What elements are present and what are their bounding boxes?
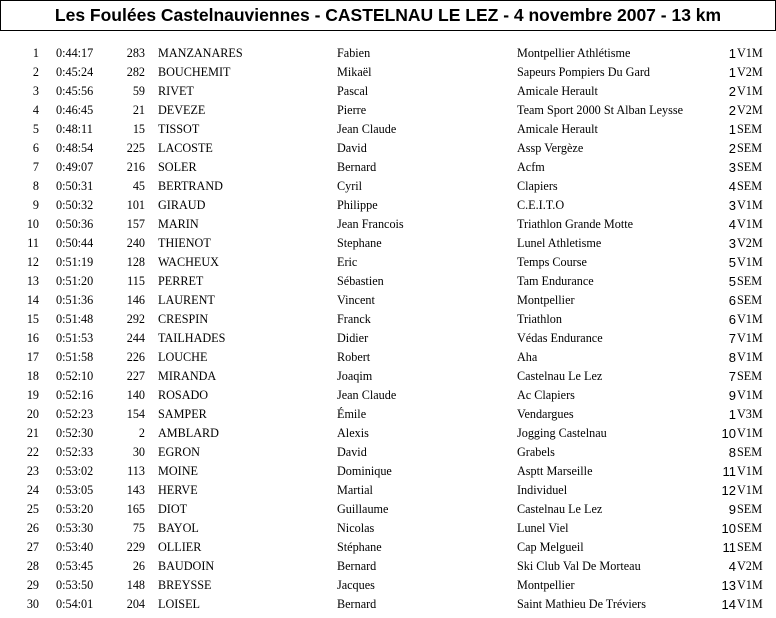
- bib-cell: 240: [126, 236, 145, 250]
- rank-cell: 9: [32, 198, 39, 212]
- bib-cell: 45: [132, 179, 145, 193]
- surname-cell: EGRON: [158, 445, 200, 459]
- firstname-cell: Émile: [337, 407, 367, 421]
- firstname-cell: Franck: [337, 312, 371, 326]
- table-row: [0, 272, 776, 291]
- firstname-cell: Jean Claude: [337, 388, 397, 402]
- bib-cell: 148: [126, 578, 145, 592]
- category-rank-cell: 1: [728, 65, 736, 80]
- time-cell: 0:51:36: [56, 293, 94, 307]
- bib-cell: 30: [132, 445, 145, 459]
- firstname-cell: Alexis: [337, 426, 369, 440]
- time-cell: 0:51:19: [56, 255, 94, 269]
- time-cell: 0:45:56: [56, 84, 94, 98]
- category-cell: V1M: [737, 597, 763, 611]
- time-cell: 0:53:45: [56, 559, 94, 573]
- bib-cell: 157: [126, 217, 145, 231]
- category-rank-cell: 4: [728, 559, 736, 574]
- club-cell: Castelnau Le Lez: [517, 502, 603, 516]
- club-cell: Saint Mathieu De Tréviers: [517, 597, 646, 611]
- category-cell: V1M: [737, 46, 763, 60]
- surname-cell: PERRET: [158, 274, 204, 288]
- club-cell: Team Sport 2000 St Alban Leysse: [517, 103, 684, 117]
- surname-cell: LAURENT: [158, 293, 215, 307]
- club-cell: Cap Melgueil: [517, 540, 584, 554]
- surname-cell: BAYOL: [158, 521, 199, 535]
- surname-cell: BOUCHEMIT: [158, 65, 231, 79]
- page-title: Les Foulées Castelnauviennes - CASTELNAU LE LEZ - 4 novembre 2007 - 13 km: [54, 5, 722, 25]
- rank-cell: 18: [26, 369, 39, 383]
- rank-cell: 26: [26, 521, 39, 535]
- bib-cell: 154: [126, 407, 145, 421]
- club-cell: Montpellier: [517, 578, 575, 592]
- surname-cell: MOINE: [158, 464, 198, 478]
- time-cell: 0:44:17: [56, 46, 94, 60]
- category-cell: SEM: [737, 160, 763, 174]
- page-title-box: [0, 0, 776, 31]
- time-cell: 0:51:58: [56, 350, 94, 364]
- club-cell: Triathlon: [517, 312, 562, 326]
- firstname-cell: Stephane: [337, 236, 382, 250]
- category-cell: SEM: [737, 369, 763, 383]
- table-row: [0, 424, 776, 443]
- rank-cell: 20: [26, 407, 39, 421]
- firstname-cell: Jean Claude: [337, 122, 397, 136]
- firstname-cell: Sébastien: [337, 274, 384, 288]
- category-cell: SEM: [737, 445, 763, 459]
- time-cell: 0:53:30: [56, 521, 94, 535]
- firstname-cell: Cyril: [337, 179, 363, 193]
- category-cell: SEM: [737, 179, 763, 193]
- bib-cell: 59: [132, 84, 145, 98]
- time-cell: 0:49:07: [56, 160, 94, 174]
- rank-cell: 8: [32, 179, 39, 193]
- rank-cell: 3: [32, 84, 39, 98]
- firstname-cell: Fabien: [337, 46, 371, 60]
- club-cell: Asptt Marseille: [517, 464, 593, 478]
- bib-cell: 115: [127, 274, 145, 288]
- bib-cell: 229: [126, 540, 145, 554]
- rank-cell: 15: [26, 312, 39, 326]
- time-cell: 0:52:10: [56, 369, 94, 383]
- firstname-cell: Joaqim: [337, 369, 373, 383]
- firstname-cell: Bernard: [337, 559, 377, 573]
- firstname-cell: Jacques: [337, 578, 375, 592]
- club-cell: Sapeurs Pompiers Du Gard: [517, 65, 651, 79]
- category-rank-cell: 8: [728, 445, 736, 460]
- firstname-cell: Eric: [337, 255, 358, 269]
- category-rank-cell: 9: [728, 388, 736, 403]
- rank-cell: 10: [26, 217, 39, 231]
- table-row: [0, 196, 776, 215]
- category-rank-cell: 3: [728, 160, 736, 175]
- table-row: [0, 329, 776, 348]
- rank-cell: 5: [32, 122, 39, 136]
- surname-cell: HERVE: [158, 483, 198, 497]
- category-cell: V2M: [737, 65, 763, 79]
- table-row: [0, 348, 776, 367]
- rank-cell: 17: [26, 350, 39, 364]
- bib-cell: 113: [127, 464, 145, 478]
- category-cell: V1M: [737, 217, 763, 231]
- firstname-cell: Vincent: [337, 293, 375, 307]
- bib-cell: 227: [126, 369, 145, 383]
- firstname-cell: Bernard: [337, 597, 377, 611]
- category-rank-cell: 5: [728, 255, 736, 270]
- table-row: [0, 101, 776, 120]
- rank-cell: 27: [26, 540, 39, 554]
- category-rank-cell: 7: [728, 331, 736, 346]
- time-cell: 0:51:48: [56, 312, 94, 326]
- club-cell: Védas Endurance: [517, 331, 603, 345]
- table-row: [0, 158, 776, 177]
- surname-cell: GIRAUD: [158, 198, 206, 212]
- rank-cell: 13: [26, 274, 39, 288]
- category-rank-cell: 8: [728, 350, 736, 365]
- rank-cell: 28: [26, 559, 39, 573]
- table-row: [0, 63, 776, 82]
- category-cell: V2M: [737, 559, 763, 573]
- table-row: [0, 595, 776, 614]
- table-row: [0, 367, 776, 386]
- surname-cell: TISSOT: [158, 122, 200, 136]
- table-row: [0, 234, 776, 253]
- rank-cell: 23: [26, 464, 39, 478]
- time-cell: 0:53:20: [56, 502, 94, 516]
- rank-cell: 11: [27, 236, 39, 250]
- firstname-cell: Pierre: [337, 103, 367, 117]
- club-cell: Ac Clapiers: [517, 388, 575, 402]
- rank-cell: 6: [32, 141, 39, 155]
- surname-cell: OLLIER: [158, 540, 202, 554]
- table-row: [0, 291, 776, 310]
- bib-cell: 15: [132, 122, 145, 136]
- surname-cell: MIRANDA: [158, 369, 217, 383]
- time-cell: 0:51:20: [56, 274, 94, 288]
- time-cell: 0:51:53: [56, 331, 94, 345]
- category-cell: SEM: [737, 274, 763, 288]
- time-cell: 0:48:54: [56, 141, 94, 155]
- time-cell: 0:50:36: [56, 217, 94, 231]
- club-cell: Ski Club Val De Morteau: [517, 559, 641, 573]
- rank-cell: 21: [26, 426, 39, 440]
- club-cell: Amicale Herault: [517, 122, 598, 136]
- bib-cell: 21: [132, 103, 145, 117]
- firstname-cell: David: [337, 141, 367, 155]
- rank-cell: 29: [26, 578, 39, 592]
- category-rank-cell: 2: [728, 103, 736, 118]
- category-cell: V1M: [737, 84, 763, 98]
- club-cell: Amicale Herault: [517, 84, 598, 98]
- firstname-cell: Nicolas: [337, 521, 375, 535]
- firstname-cell: Bernard: [337, 160, 377, 174]
- firstname-cell: Philippe: [337, 198, 378, 212]
- category-rank-cell: 2: [728, 141, 736, 156]
- bib-cell: 143: [126, 483, 145, 497]
- rank-cell: 22: [26, 445, 39, 459]
- category-cell: V2M: [737, 236, 763, 250]
- club-cell: Montpellier Athlétisme: [517, 46, 631, 60]
- category-rank-cell: 1: [728, 407, 736, 422]
- time-cell: 0:46:45: [56, 103, 94, 117]
- rank-cell: 19: [26, 388, 39, 402]
- category-rank-cell: 1: [728, 122, 736, 137]
- time-cell: 0:53:05: [56, 483, 94, 497]
- surname-cell: ROSADO: [158, 388, 209, 402]
- club-cell: Lunel Athletisme: [517, 236, 602, 250]
- category-cell: SEM: [737, 540, 763, 554]
- time-cell: 0:53:02: [56, 464, 94, 478]
- rank-cell: 2: [32, 65, 39, 79]
- surname-cell: LACOSTE: [158, 141, 213, 155]
- club-cell: Acfm: [517, 160, 545, 174]
- category-rank-cell: 7: [728, 369, 736, 384]
- surname-cell: BERTRAND: [158, 179, 223, 193]
- rank-cell: 1: [32, 46, 39, 60]
- bib-cell: 26: [132, 559, 145, 573]
- category-rank-cell: 14: [721, 597, 736, 612]
- category-rank-cell: 11: [722, 464, 736, 479]
- category-rank-cell: 11: [722, 540, 736, 555]
- category-rank-cell: 3: [728, 198, 736, 213]
- bib-cell: 292: [126, 312, 145, 326]
- bib-cell: 75: [132, 521, 145, 535]
- category-rank-cell: 10: [721, 426, 736, 441]
- firstname-cell: Mikaël: [337, 65, 372, 79]
- table-row: [0, 538, 776, 557]
- bib-cell: 244: [126, 331, 145, 345]
- time-cell: 0:52:16: [56, 388, 94, 402]
- rank-cell: 25: [26, 502, 39, 516]
- table-row: [0, 519, 776, 538]
- category-rank-cell: 4: [728, 217, 736, 232]
- firstname-cell: Didier: [337, 331, 369, 345]
- table-row: [0, 310, 776, 329]
- bib-cell: 225: [126, 141, 145, 155]
- club-cell: Triathlon Grande Motte: [517, 217, 633, 231]
- category-rank-cell: 9: [728, 502, 736, 517]
- rank-cell: 4: [32, 103, 39, 117]
- category-rank-cell: 1: [728, 46, 736, 61]
- table-row: [0, 177, 776, 196]
- bib-cell: 140: [126, 388, 145, 402]
- category-rank-cell: 10: [721, 521, 736, 536]
- rank-cell: 16: [26, 331, 39, 345]
- club-cell: Individuel: [517, 483, 568, 497]
- surname-cell: RIVET: [158, 84, 194, 98]
- bib-cell: 204: [126, 597, 145, 611]
- surname-cell: SAMPER: [158, 407, 207, 421]
- category-cell: V2M: [737, 103, 763, 117]
- bib-cell: 146: [126, 293, 145, 307]
- club-cell: Vendargues: [517, 407, 574, 421]
- bib-cell: 283: [126, 46, 145, 60]
- club-cell: Assp Vergèze: [517, 141, 584, 155]
- surname-cell: SOLER: [158, 160, 197, 174]
- category-cell: V3M: [737, 407, 763, 421]
- table-row: [0, 44, 776, 63]
- table-row: [0, 481, 776, 500]
- time-cell: 0:48:11: [56, 122, 93, 136]
- bib-cell: 165: [126, 502, 145, 516]
- time-cell: 0:52:33: [56, 445, 94, 459]
- club-cell: Clapiers: [517, 179, 558, 193]
- firstname-cell: Martial: [337, 483, 373, 497]
- firstname-cell: Robert: [337, 350, 371, 364]
- surname-cell: BREYSSE: [158, 578, 212, 592]
- surname-cell: WACHEUX: [158, 255, 219, 269]
- table-row: [0, 443, 776, 462]
- surname-cell: LOISEL: [158, 597, 200, 611]
- results-table: [0, 44, 776, 614]
- category-cell: V1M: [737, 483, 763, 497]
- rank-cell: 12: [26, 255, 39, 269]
- table-row: [0, 215, 776, 234]
- table-row: [0, 576, 776, 595]
- firstname-cell: Stéphane: [337, 540, 382, 554]
- surname-cell: DIOT: [158, 502, 188, 516]
- firstname-cell: Pascal: [337, 84, 369, 98]
- table-row: [0, 120, 776, 139]
- category-rank-cell: 13: [721, 578, 736, 593]
- time-cell: 0:50:44: [56, 236, 94, 250]
- bib-cell: 101: [126, 198, 145, 212]
- category-rank-cell: 4: [728, 179, 736, 194]
- bib-cell: 226: [126, 350, 145, 364]
- category-cell: V1M: [737, 464, 763, 478]
- club-cell: Grabels: [517, 445, 555, 459]
- club-cell: Lunel Viel: [517, 521, 569, 535]
- surname-cell: MARIN: [158, 217, 199, 231]
- table-row: [0, 557, 776, 576]
- category-cell: V1M: [737, 578, 763, 592]
- time-cell: 0:52:23: [56, 407, 94, 421]
- surname-cell: TAILHADES: [158, 331, 226, 345]
- bib-cell: 282: [126, 65, 145, 79]
- firstname-cell: Jean Francois: [337, 217, 404, 231]
- club-cell: Tam Endurance: [517, 274, 594, 288]
- club-cell: Montpellier: [517, 293, 575, 307]
- table-row: [0, 386, 776, 405]
- rank-cell: 14: [26, 293, 39, 307]
- rank-cell: 7: [32, 160, 39, 174]
- category-cell: V1M: [737, 255, 763, 269]
- bib-cell: 2: [138, 426, 145, 440]
- category-rank-cell: 12: [721, 483, 736, 498]
- firstname-cell: Guillaume: [337, 502, 389, 516]
- surname-cell: DEVEZE: [158, 103, 206, 117]
- category-cell: SEM: [737, 502, 763, 516]
- category-cell: V1M: [737, 312, 763, 326]
- time-cell: 0:53:40: [56, 540, 94, 554]
- category-cell: SEM: [737, 293, 763, 307]
- club-cell: Aha: [517, 350, 538, 364]
- table-row: [0, 82, 776, 101]
- table-row: [0, 405, 776, 424]
- category-rank-cell: 3: [728, 236, 736, 251]
- club-cell: Jogging Castelnau: [517, 426, 607, 440]
- category-cell: V1M: [737, 198, 763, 212]
- category-rank-cell: 5: [728, 274, 736, 289]
- bib-cell: 128: [126, 255, 145, 269]
- rank-cell: 24: [26, 483, 39, 497]
- time-cell: 0:50:31: [56, 179, 94, 193]
- club-cell: C.E.I.T.O: [517, 198, 565, 212]
- category-rank-cell: 6: [728, 293, 736, 308]
- table-row: [0, 139, 776, 158]
- time-cell: 0:53:50: [56, 578, 94, 592]
- rank-cell: 30: [26, 597, 39, 611]
- category-cell: SEM: [737, 141, 763, 155]
- table-row: [0, 462, 776, 481]
- club-cell: Temps Course: [517, 255, 587, 269]
- category-cell: SEM: [737, 122, 763, 136]
- category-rank-cell: 6: [728, 312, 736, 327]
- category-cell: V1M: [737, 388, 763, 402]
- category-cell: SEM: [737, 521, 763, 535]
- category-cell: V1M: [737, 426, 763, 440]
- firstname-cell: David: [337, 445, 367, 459]
- category-cell: V1M: [737, 350, 763, 364]
- surname-cell: CRESPIN: [158, 312, 209, 326]
- surname-cell: BAUDOIN: [158, 559, 215, 573]
- time-cell: 0:45:24: [56, 65, 94, 79]
- time-cell: 0:52:30: [56, 426, 94, 440]
- table-row: [0, 500, 776, 519]
- bib-cell: 216: [126, 160, 145, 174]
- table-row: [0, 253, 776, 272]
- category-cell: V1M: [737, 331, 763, 345]
- surname-cell: AMBLARD: [158, 426, 219, 440]
- surname-cell: THIENOT: [158, 236, 211, 250]
- time-cell: 0:54:01: [56, 597, 94, 611]
- firstname-cell: Dominique: [337, 464, 392, 478]
- category-rank-cell: 2: [728, 84, 736, 99]
- club-cell: Castelnau Le Lez: [517, 369, 603, 383]
- time-cell: 0:50:32: [56, 198, 94, 212]
- surname-cell: MANZANARES: [158, 46, 243, 60]
- surname-cell: LOUCHE: [158, 350, 208, 364]
